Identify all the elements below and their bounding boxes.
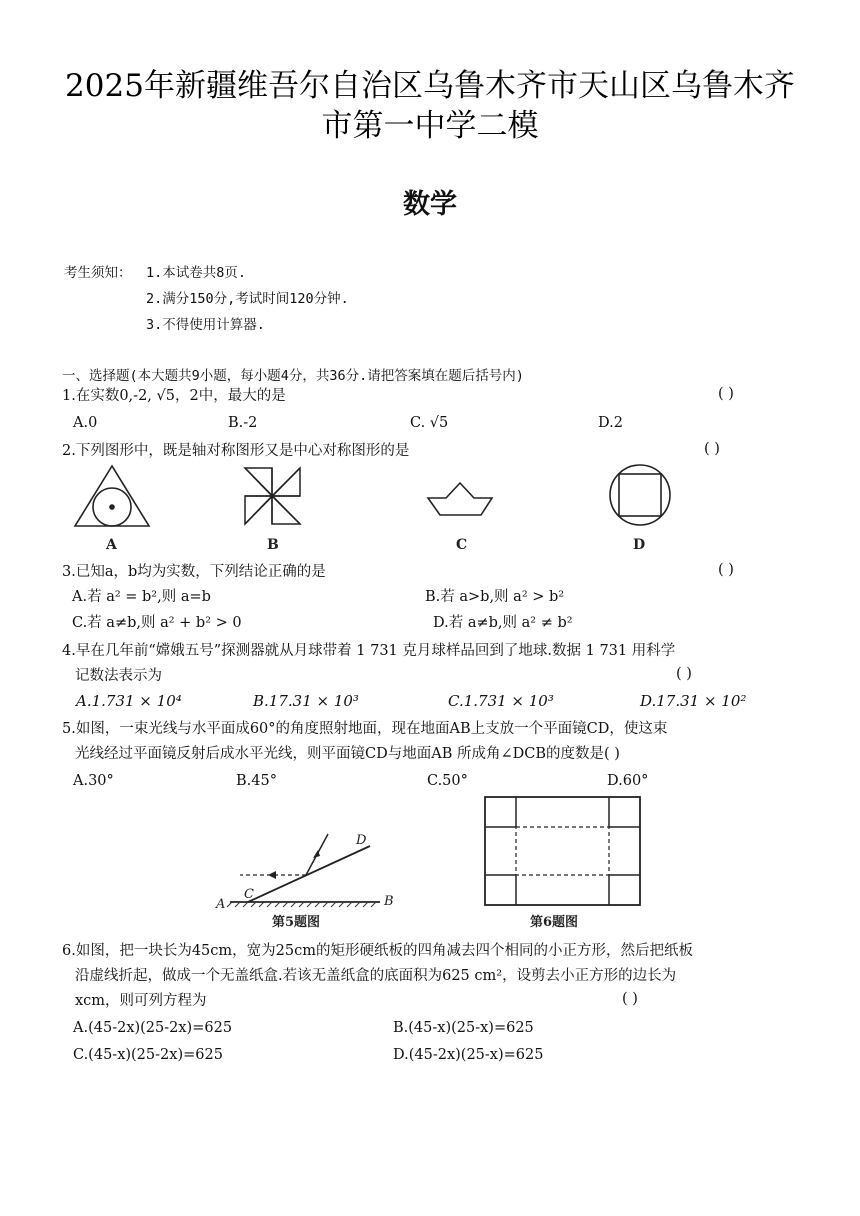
q6-stem-line1: 6.如图，把一块长为45cm，宽为25cm的矩形硬纸板的四角减去四个相同的小正方形，然后把纸板 bbox=[62, 943, 693, 959]
q2-figure-c bbox=[428, 483, 492, 515]
q5-label-a: A bbox=[216, 897, 226, 912]
q6-answer-paren: ( ) bbox=[622, 991, 638, 1007]
q6-figure-caption: 第6题图 bbox=[530, 915, 579, 930]
q5-option-d: D.60° bbox=[607, 773, 649, 789]
q2-label-d: D bbox=[633, 537, 646, 553]
q6-option-c: C.(45-x)(25-2x)=625 bbox=[73, 1047, 223, 1063]
q5-label-b: B bbox=[384, 894, 394, 909]
q3-option-a: A.若 a² = b²,则 a=b bbox=[72, 589, 211, 605]
notice-item-2: 2.满分150分,考试时间120分钟. bbox=[146, 291, 349, 307]
q1-answer-paren: ( ) bbox=[718, 386, 734, 402]
q4-stem-line1: 4.早在几年前“嫦娥五号”探测器就从月球带着 1 731 克月球样品回到了地球.数据 1 731 用科学 bbox=[62, 643, 676, 659]
q2-stem: 2.下列图形中，既是轴对称图形又是中心对称图形的是 bbox=[62, 443, 410, 459]
exam-title-line1: 2025年新疆维吾尔自治区乌鲁木齐市天山区乌鲁木齐 bbox=[65, 68, 795, 104]
subject-title: 数学 bbox=[403, 189, 457, 220]
q6-option-b: B.(45-x)(25-x)=625 bbox=[393, 1020, 534, 1036]
q1-option-a: A.0 bbox=[73, 415, 98, 431]
q5-stem-line1: 5.如图，一束光线与水平面成60°的角度照射地面，现在地面AB上支放一个平面镜CD，使这束 bbox=[62, 721, 668, 737]
section-heading: 一、选择题(本大题共9小题，每小题4分，共36分.请把答案填在题后括号内) bbox=[62, 368, 524, 384]
q4-answer-paren: ( ) bbox=[676, 666, 692, 682]
q4-option-b: B.17.31 × 10³ bbox=[253, 692, 359, 710]
q2-figures bbox=[60, 460, 700, 556]
q5-stem-line2: 光线经过平面镜反射后成水平光线，则平面镜CD与地面AB 所成角∠DCB的度数是( ) bbox=[75, 746, 620, 762]
q6-option-a: A.(45-2x)(25-2x)=625 bbox=[73, 1020, 233, 1036]
q2-figure-b bbox=[245, 468, 300, 524]
notice-item-1: 1.本试卷共8页. bbox=[146, 265, 247, 281]
q5-option-b: B.45° bbox=[236, 773, 277, 789]
q1-option-c: C. √5 bbox=[410, 415, 449, 431]
q4-option-d: D.17.31 × 10² bbox=[640, 692, 747, 710]
q6-option-d: D.(45-2x)(25-x)=625 bbox=[393, 1047, 544, 1063]
q5-label-c: C bbox=[244, 887, 254, 902]
q5-figure bbox=[210, 826, 410, 934]
q1-stem: 1.在实数0,-2, √5，2中，最大的是 bbox=[62, 388, 286, 404]
q1-option-b: B.-2 bbox=[228, 415, 258, 431]
q3-option-c: C.若 a≠b,则 a² + b² > 0 bbox=[72, 615, 242, 631]
q4-stem-line2: 记数法表示为 bbox=[75, 668, 162, 684]
q5-figure-caption: 第5题图 bbox=[272, 915, 321, 930]
q2-figure-a bbox=[75, 466, 149, 526]
q1-option-d: D.2 bbox=[598, 415, 623, 431]
q3-stem: 3.已知a，b均为实数，下列结论正确的是 bbox=[62, 564, 326, 580]
q2-answer-paren: ( ) bbox=[704, 441, 720, 457]
q3-option-b: B.若 a>b,则 a² > b² bbox=[425, 589, 565, 605]
q5-option-a: A.30° bbox=[73, 773, 114, 789]
q2-label-c: C bbox=[456, 537, 468, 553]
q6-figure bbox=[480, 792, 650, 934]
notice-item-3: 3.不得使用计算器. bbox=[146, 317, 265, 333]
notice-label: 考生须知： bbox=[64, 265, 132, 281]
q3-option-d: D.若 a≠b,则 a² ≠ b² bbox=[433, 615, 573, 631]
q4-option-a: A.1.731 × 10⁴ bbox=[76, 692, 182, 710]
q6-stem-line3: xcm，则可列方程为 bbox=[75, 993, 207, 1009]
q2-label-a: A bbox=[106, 537, 117, 553]
q4-option-c: C.1.731 × 10³ bbox=[448, 692, 554, 710]
q2-label-b: B bbox=[267, 537, 279, 553]
exam-title-line2: 市第一中学二模 bbox=[321, 108, 539, 144]
q3-answer-paren: ( ) bbox=[718, 562, 734, 578]
q6-stem-line2: 沿虚线折起，做成一个无盖纸盒.若该无盖纸盒的底面积为625 cm²，设剪去小正方形的边长为 bbox=[75, 968, 677, 984]
q5-label-d: D bbox=[356, 833, 367, 848]
q2-figure-d bbox=[610, 465, 670, 525]
q5-option-c: C.50° bbox=[427, 773, 468, 789]
